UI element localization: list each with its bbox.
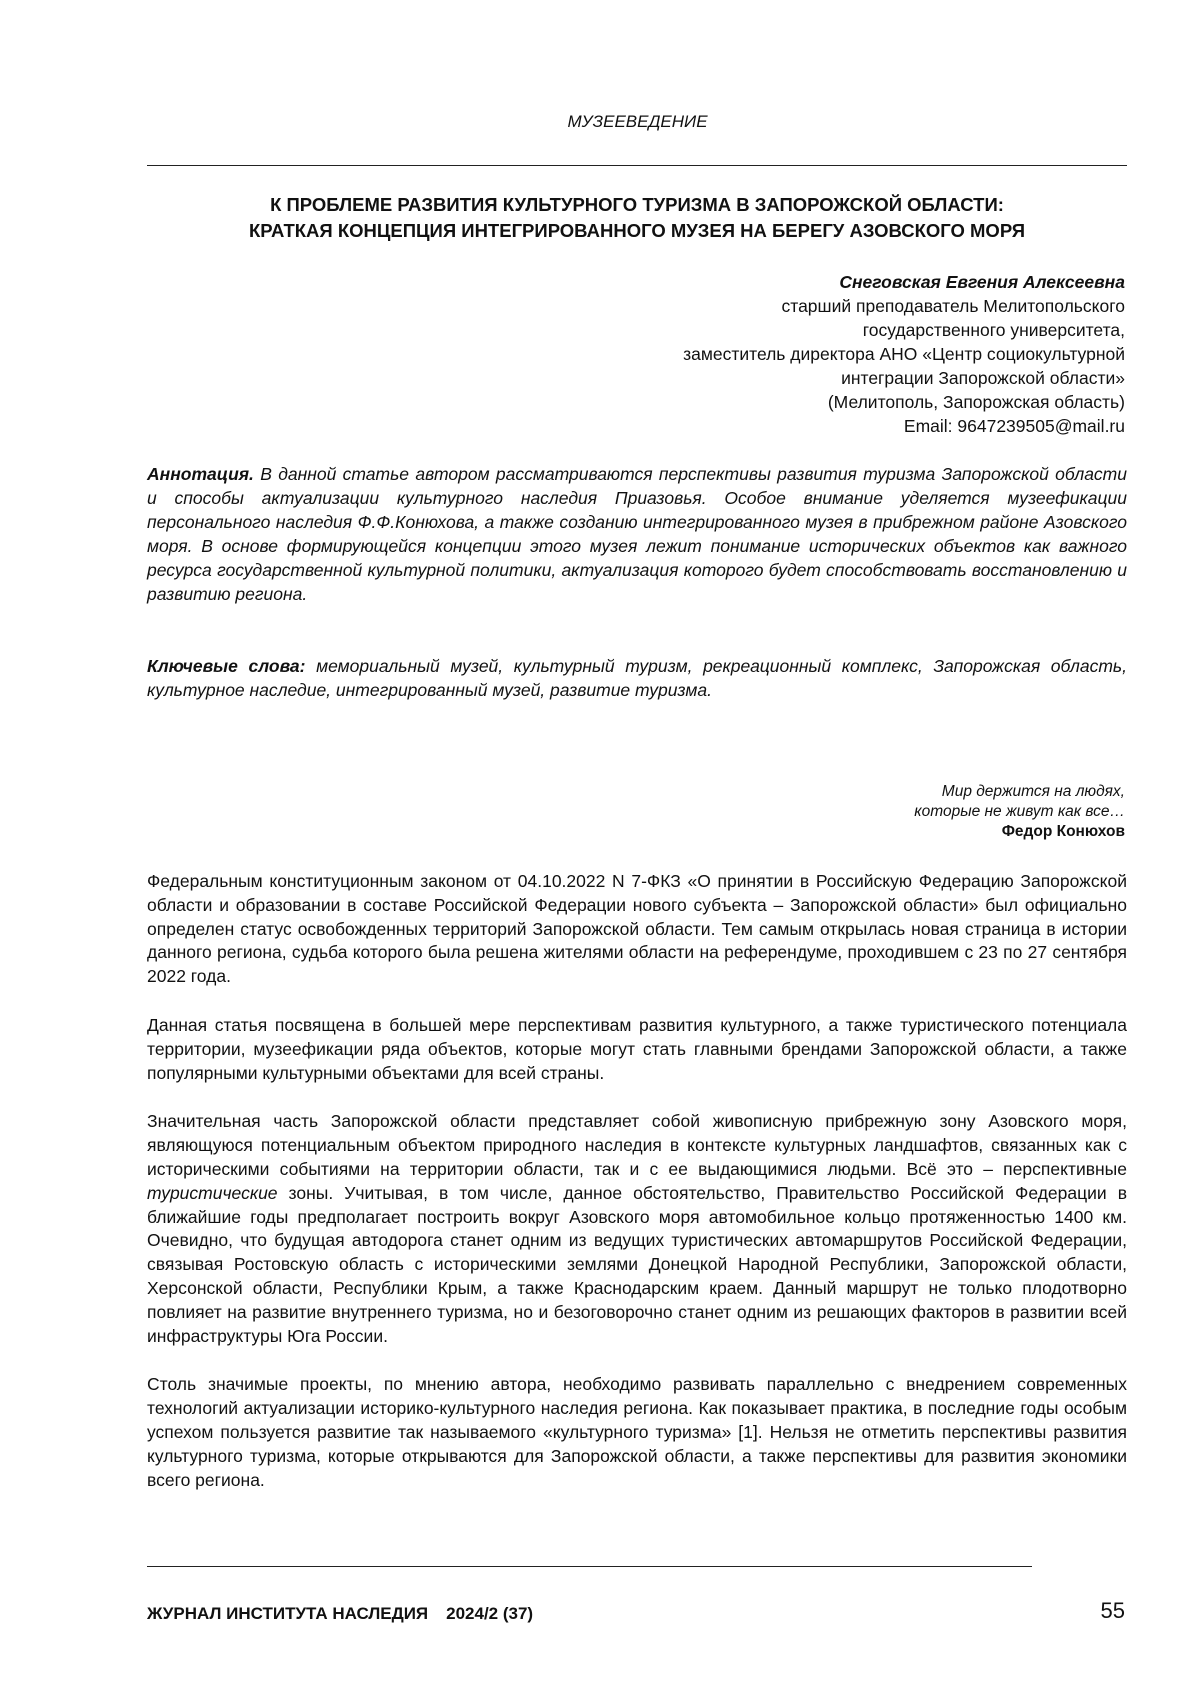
body-paragraph bbox=[147, 1110, 1127, 1348]
epigraph-line: Мир держится на людях, bbox=[941, 783, 1125, 800]
header-divider bbox=[147, 165, 1127, 166]
epigraph bbox=[625, 782, 1125, 842]
journal-issue: 2024/2 (37) bbox=[446, 1604, 534, 1623]
abstract-text: В данной статье автором рассматриваются перспективы развития туризма Запорожской области и способы актуализации культурного наследия Приазовья. Особое внимание уделяется музеефикации персонального наследия Ф.Ф.Конюхова, а также созданию интегрированного музея в прибрежном районе Азовского моря. В основе формирующейся концепции этого музея лежит понимание исторических объектов как важного ресурса государственной культурной политики, актуализация которого будет способствовать восстановлению и развитию региона. bbox=[147, 464, 1127, 604]
paragraph-text: Значительная часть Запорожской области представляет собой живописную прибрежную зону Азовского моря, являющуюся потенциальным объектом природного наследия в контексте культурных ландшафтов, связанных как с историческими событиями на территории области, так и с ее выдающимися людьми. Всё это – перспективные bbox=[147, 1111, 1127, 1179]
author-email: Email: 9647239505@mail.ru bbox=[903, 416, 1125, 436]
keywords-label: Ключевые слова: bbox=[147, 656, 306, 676]
article-title bbox=[147, 192, 1127, 244]
body-paragraph: Данная статья посвящена в большей мере перспективам развития культурного, а также туристического потенциала территории, музеефикации ряда объектов, которые могут стать главными брендами Запорожской области, а также популярными культурными объектами для всей страны. bbox=[147, 1014, 1127, 1083]
author-location: (Мелитополь, Запорожская область) bbox=[827, 392, 1125, 412]
author-position-line: государственного университета, bbox=[862, 320, 1125, 340]
paragraph-text: зоны. Учитывая, в том числе, данное обстоятельство, Правительство Российской Федерации в ближайшие годы предполагает построить вокруг Азовского моря автомобильное кольцо протяженностью 1400 км. Очевидно, что будущая автодорога станет одним из ведущих туристических автомаршрутов Российской Федерации, связывая Ростовскую область с историческими землями Донецкой Народной Республики, Запорожской области, Херсонской области, Республики Крым, а также Краснодарским краем. Данный маршрут не только плодотворно повлияет на развитие внутреннего туризма, но и безоговорочно станет одним из решающих факторов в развитии всей инфраструктуры Юга России. bbox=[147, 1182, 1127, 1346]
author-name: Снеговская Евгения Алексеевна bbox=[839, 272, 1125, 292]
abstract-label: Аннотация. bbox=[147, 464, 254, 484]
epigraph-attribution: Федор Конюхов bbox=[1001, 823, 1125, 840]
article-title-line-1: К ПРОБЛЕМЕ РАЗВИТИЯ КУЛЬТУРНОГО ТУРИЗМА В ЗАПОРОЖСКОЙ ОБЛАСТИ: bbox=[270, 194, 1004, 215]
author-position-line: интеграции Запорожской области» bbox=[841, 368, 1125, 388]
body-paragraph: Столь значимые проекты, по мнению автора, необходимо развивать параллельно с внедрением современных технологий актуализации историко-культурного наследия региона. Как показывает практика, в последние годы особым успехом пользуется развитие так называемого «культурного туризма» [1]. Нельзя не отметить перспективы развития культурного туризма, которые открываются для Запорожской области, а также перспективы для развития экономики всего региона. bbox=[147, 1374, 1127, 1490]
author-block bbox=[425, 270, 1125, 438]
body-paragraph: Федеральным конституционным законом от 04.10.2022 N 7-ФКЗ «О принятии в Российскую Федерацию Запорожской области и образовании в составе Российской Федерации нового субъекта – Запорожской области» был официально определен статус освобожденных территорий Запорожской области. Тем самым открылась новая страница в истории данного региона, судьба которого была решена жителями области на референдуме, проходившем с 23 по 27 сентября 2022 года. bbox=[147, 871, 1127, 987]
article-title-line-2: КРАТКАЯ КОНЦЕПЦИЯ ИНТЕГРИРОВАННОГО МУЗЕЯ НА БЕРЕГУ АЗОВСКОГО МОРЯ bbox=[249, 220, 1025, 241]
article-body bbox=[147, 870, 1127, 1517]
footer-divider bbox=[147, 1566, 1032, 1567]
page-number: 55 bbox=[1100, 1598, 1125, 1623]
journal-name bbox=[147, 1604, 533, 1624]
author-position-line: старший преподаватель Мелитопольского bbox=[781, 296, 1125, 316]
keywords-text: мемориальный музей, культурный туризм, рекреационный комплекс, Запорожская область, культурное наследие, интегрированный музей, развитие туризма. bbox=[147, 656, 1127, 700]
paragraph-emphasis: туристические bbox=[147, 1182, 278, 1203]
epigraph-line: которые не живут как все… bbox=[914, 803, 1125, 820]
abstract bbox=[147, 462, 1127, 606]
keywords bbox=[147, 654, 1127, 702]
author-position-line: заместитель директора АНО «Центр социокультурной bbox=[683, 344, 1125, 364]
section-heading: МУЗЕЕВЕДЕНИЕ bbox=[567, 112, 708, 131]
journal-title: ЖУРНАЛ ИНСТИТУТА НАСЛЕДИЯ bbox=[147, 1604, 429, 1623]
